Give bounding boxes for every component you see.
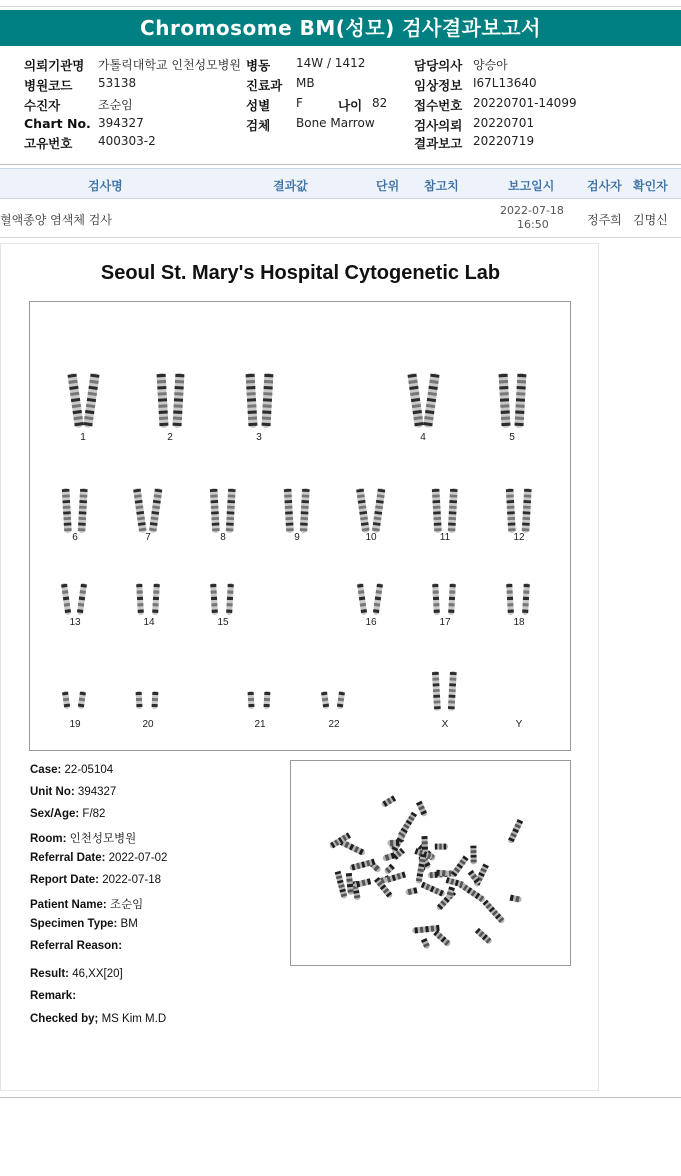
age-label: 나이 [338,98,363,113]
info-row-1 [0,56,681,74]
recipient-value: 조순임 [98,98,133,112]
case-field-label: Case: [30,764,62,776]
chromosome-number-label: 19 [69,719,81,730]
case-field [30,918,138,930]
chromosome-number-label: 15 [217,617,229,628]
case-field [30,808,105,820]
chromosome-number-label: 11 [439,532,451,543]
col-reference: 참고치 [424,179,459,193]
chromosome-16 [341,582,401,631]
table-row[interactable] [0,200,681,238]
chromosome-number-label: 16 [365,617,377,628]
chromosome-1 [53,372,113,446]
info-row-2 [0,76,681,94]
department-label: 진료과 [246,78,283,93]
sex-value: F [296,96,303,110]
chromosome-number-label: 22 [328,719,340,730]
chromosome-8 [193,487,253,546]
case-field-value: BM [120,918,138,930]
case-field [30,940,122,952]
col-tester: 검사자 [587,179,622,193]
case-field-label: Checked by; [30,1013,99,1025]
chromosome-pair-graphic [118,690,178,710]
chromosome-number-label: 1 [80,432,86,443]
case-field [30,874,161,886]
chromosome-4 [393,372,453,446]
chromosome-number-label: 10 [365,532,377,543]
case-field [30,786,116,798]
chromosome-pair-graphic [119,582,179,616]
chromosome-12 [489,487,549,546]
case-field [30,1013,166,1025]
col-result: 결과값 [273,179,308,193]
chromosome-pair-graphic [267,487,327,534]
hospital-code-value: 53138 [98,76,137,90]
chromosome-number-label: 8 [220,532,226,543]
case-field-label: Result: [30,968,69,980]
chromosome-22 [304,690,364,733]
chromosome-number-label: 6 [72,532,78,543]
chromosome-number-label: 9 [294,532,300,543]
department-value: MB [296,76,315,90]
chromosome-10 [341,487,401,546]
case-field [30,968,123,980]
institution-value: 가톨릭대학교 인천성모병원 [98,58,241,72]
case-field [30,990,76,1002]
chromosome-number-label: Y [515,719,523,730]
unique-no-value: 400303-2 [98,134,156,148]
chromosome-pair-graphic [304,690,364,710]
bottom-divider [0,1097,681,1098]
row-confirmer: 김명신 [633,213,668,227]
chromosome-17 [415,582,475,631]
chromosome-pair-graphic [341,487,401,534]
sex-label: 성별 [246,98,271,113]
chromosome-pair-graphic [482,372,542,429]
unique-no-label: 고유번호 [24,136,73,151]
case-field-value: 2022-07-02 [108,852,168,864]
case-field-label: Report Date: [30,874,100,886]
chromosome-15 [193,582,253,631]
case-field-label: Referral Reason: [30,940,123,952]
chromosome-14 [119,582,179,631]
chromosome-6 [45,487,105,546]
case-field-value: 2022-07-18 [102,874,162,886]
chromosome-pair-graphic [118,487,178,534]
case-field-label: Referral Date: [30,852,106,864]
row-tester: 정주희 [587,213,622,227]
chromosome-number-label: 4 [420,432,426,443]
result-report-value: 20220719 [473,134,535,148]
case-field-label: Room: [30,833,67,845]
chromosome-pair-graphic [193,487,253,534]
test-request-label: 검사의뢰 [414,118,463,133]
top-divider [0,6,681,7]
chromosome-pair-graphic [415,487,475,534]
recipient-label: 수진자 [24,98,61,113]
chromosome-pair-graphic [489,582,549,616]
case-field [30,830,136,846]
test-request-value: 20220701 [473,116,535,130]
case-field-label: Remark: [30,990,77,1002]
result-report-label: 결과보고 [414,136,463,151]
chromosome-number-label: 2 [167,432,173,443]
chromosome-3 [229,372,289,446]
hospital-code-label: 병원코드 [24,78,73,93]
chromosome-pair-graphic [45,487,105,534]
info-row-4 [0,116,681,134]
chromosome-number-label: 5 [509,432,515,443]
chromosome-21 [230,690,290,733]
doctor-label: 담당의사 [414,58,463,73]
col-unit: 단위 [376,179,400,193]
col-report-date: 보고일시 [508,179,555,193]
age-value: 82 [372,96,388,110]
chromosome-pair-graphic [489,487,549,534]
lab-title: Seoul St. Mary's Hospital Cytogenetic Lab [100,262,501,284]
case-field-label: Patient Name: [30,899,107,911]
chromosome-number-label: 21 [254,719,266,730]
chromosome-number-label: 7 [145,532,151,543]
result-table-header [0,168,681,199]
clinical-info-label: 임상정보 [414,78,463,93]
chromosome-pair-graphic [415,582,475,616]
chromosome-11 [415,487,475,546]
chromosome-pair-graphic [393,372,453,429]
chromosome-pair-graphic [45,582,105,616]
chart-no-value: 394327 [98,116,144,130]
report-title-bar: Chromosome BM(성모) 검사결과보고서 [0,10,681,46]
info-row-3 [0,96,681,114]
chromosome-pair-graphic [45,690,105,710]
chart-no-label: Chart No. [24,116,91,131]
info-row-5 [0,134,681,152]
chromosome-pair-graphic [229,372,289,429]
chromosome-pair-graphic [415,670,475,712]
ward-label: 병동 [246,58,271,73]
row-report-date: 2022-07-18 [500,204,564,217]
info-divider [0,164,681,165]
receipt-no-label: 접수번호 [414,98,463,113]
chromosome-number-label: 13 [69,617,81,628]
chromosome-number-label: 20 [142,719,154,730]
col-test-name: 검사명 [88,179,123,193]
ward-value: 14W / 1412 [296,56,366,70]
case-field-value: F/82 [82,808,106,820]
chromosome-pair-graphic [193,582,253,616]
case-field-label: Specimen Type: [30,918,118,930]
case-field-value: MS Kim M.D [101,1013,167,1025]
doctor-value: 양승아 [473,58,508,72]
chromosome-number-label: 12 [513,532,525,543]
institution-label: 의뢰기관명 [24,58,85,73]
chromosome-2 [140,372,200,446]
row-report-time: 16:50 [517,218,549,231]
karyotype-report [0,243,599,1091]
case-field-value: 394327 [77,786,117,798]
chromosome-20 [118,690,178,733]
chromosome-x [415,670,475,733]
case-field-value: 인천성모병원 [69,833,137,845]
chromosome-5 [482,372,542,446]
case-field-label: Sex/Age: [30,808,80,820]
case-field [30,896,143,912]
chromosome-number-label: 18 [513,617,525,628]
case-field-value: 46,XX[20] [72,968,123,980]
karyogram [29,301,571,751]
metaphase-image [290,760,571,966]
case-field-value: 22-05104 [64,764,114,776]
case-field [30,764,113,776]
chromosome-pair-graphic [230,690,290,710]
chromosome-pair-graphic [53,372,113,429]
chromosome-number-label: X [441,719,449,730]
chromosome-pair-graphic [341,582,401,616]
case-field [30,852,167,864]
col-confirmer: 확인자 [633,179,668,193]
chromosome-pair-graphic [140,372,200,429]
chromosome-number-label: 17 [439,617,451,628]
metaphase-spread [291,761,572,967]
receipt-no-value: 20220701-14099 [473,96,577,110]
chromosome-9 [267,487,327,546]
chromosome-y [489,690,549,733]
chromosome-19 [45,690,105,733]
chromosome-13 [45,582,105,631]
chromosome-number-label: 14 [143,617,155,628]
clinical-info-value: I67L13640 [473,76,537,90]
case-field-label: Unit No: [30,786,75,798]
specimen-label: 검체 [246,118,271,133]
chromosome-18 [489,582,549,631]
patient-info [0,54,681,154]
chromosome-number-label: 3 [256,432,262,443]
row-test-name: 혈액종양 염색체 검사 [0,213,112,227]
chromosome-7 [118,487,178,546]
case-field-value: 조순임 [109,899,144,911]
specimen-value: Bone Marrow [296,116,375,130]
